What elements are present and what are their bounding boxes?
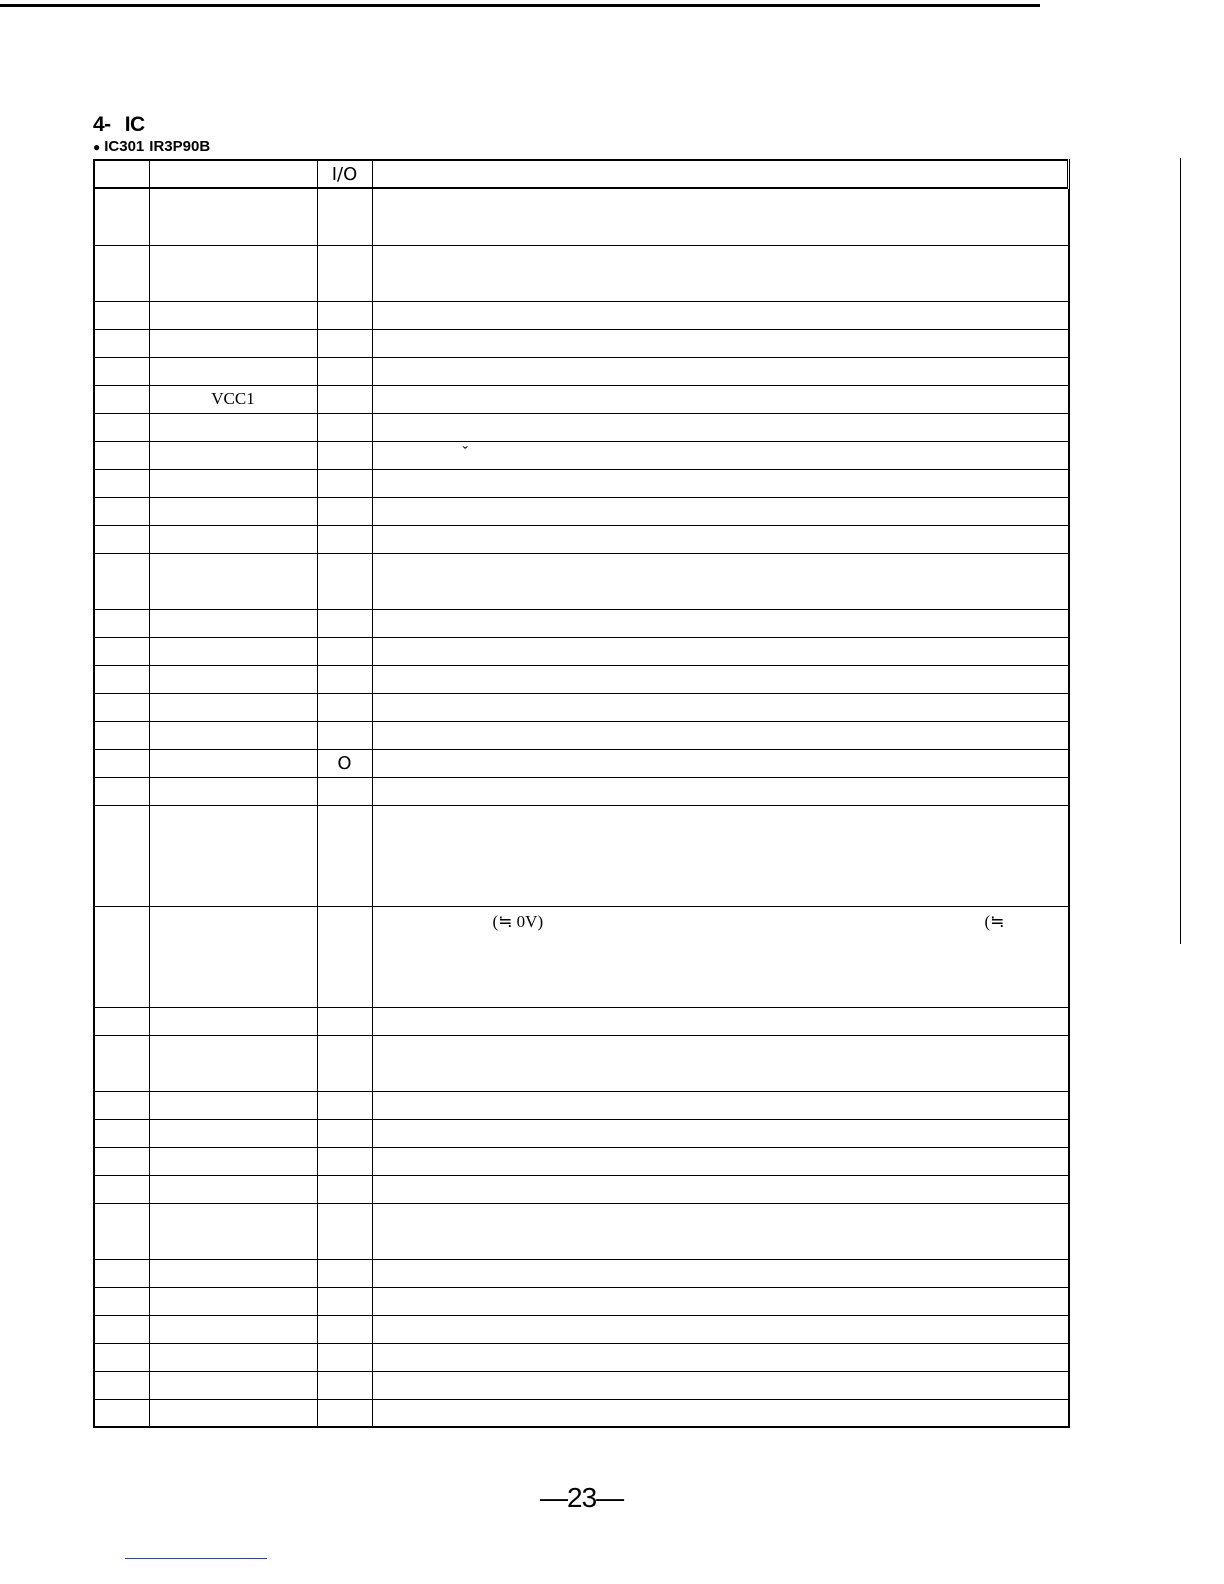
- pin-io-cell: [317, 385, 372, 413]
- pin-cell: [94, 1007, 149, 1035]
- pin-cell: [94, 329, 149, 357]
- pin-name-cell: [149, 1035, 317, 1091]
- pin-cell: [94, 637, 149, 665]
- pin-description-cell: [372, 357, 1069, 385]
- pin-cell: [94, 1399, 149, 1427]
- pin-io-cell: [317, 188, 372, 245]
- ic-reference: IC301: [104, 138, 145, 155]
- pin-io-cell: [317, 1315, 372, 1343]
- pin-name-cell: [149, 906, 317, 1007]
- pin-description-cell: [372, 637, 1069, 665]
- table-row: [94, 1119, 1069, 1147]
- pin-io-cell: [317, 1259, 372, 1287]
- pin-description-cell: [372, 385, 1069, 413]
- ic-part-number: IR3P90B: [149, 138, 211, 155]
- pin-io-cell: [317, 1399, 372, 1427]
- pin-cell: [94, 721, 149, 749]
- table-row: [94, 721, 1069, 749]
- table-row: [94, 777, 1069, 805]
- pin-description-cell: [372, 1315, 1069, 1343]
- table-row: [94, 1203, 1069, 1259]
- pin-io-cell: [317, 441, 372, 469]
- pin-description-cell: [372, 665, 1069, 693]
- pin-io-cell: [317, 553, 372, 609]
- pin-io-cell: [317, 357, 372, 385]
- pin-description-cell: [372, 1371, 1069, 1399]
- table-row: [94, 413, 1069, 441]
- table-row: [94, 1343, 1069, 1371]
- pin-description-cell: [372, 609, 1069, 637]
- pin-name-cell: [149, 525, 317, 553]
- page-number: —23—: [540, 1482, 624, 1513]
- pin-name-cell: [149, 469, 317, 497]
- pin-cell: [94, 413, 149, 441]
- pin-name-cell: [149, 1315, 317, 1343]
- header-io: I/O: [317, 160, 372, 188]
- pin-io-cell: [317, 497, 372, 525]
- pin-cell: [94, 749, 149, 777]
- pin-description-cell: [372, 245, 1069, 301]
- pin-description-cell: [372, 525, 1069, 553]
- table-row: [94, 329, 1069, 357]
- header-pin: [94, 160, 149, 188]
- approx-voltage-right: (≒: [984, 911, 1005, 931]
- pin-io-cell: [317, 469, 372, 497]
- pin-cell: [94, 906, 149, 1007]
- pin-io-cell: [317, 1175, 372, 1203]
- pin-cell: [94, 245, 149, 301]
- pin-io-cell: [317, 1091, 372, 1119]
- pin-description-cell: [372, 805, 1069, 906]
- pin-name-cell: [149, 805, 317, 906]
- header-name: [149, 160, 317, 188]
- pin-name-cell: [149, 637, 317, 665]
- pin-name-cell: [149, 609, 317, 637]
- pin-name-cell: [149, 357, 317, 385]
- pin-cell: [94, 1315, 149, 1343]
- ic-label: [93, 137, 210, 157]
- pin-name-cell: [149, 245, 317, 301]
- pin-description-cell: [372, 301, 1069, 329]
- pin-cell: [94, 385, 149, 413]
- pin-io-cell: [317, 1287, 372, 1315]
- pin-cell: [94, 553, 149, 609]
- pin-cell: [94, 1371, 149, 1399]
- pin-name-cell: [149, 497, 317, 525]
- table-row: [94, 553, 1069, 609]
- bullet-icon: ●: [93, 140, 101, 154]
- pin-description-cell: [372, 188, 1069, 245]
- pin-name-cell: [149, 1091, 317, 1119]
- pin-cell: [94, 1119, 149, 1147]
- pin-name-cell: [149, 693, 317, 721]
- pin-name-cell: [149, 1147, 317, 1175]
- side-rule: [1180, 158, 1181, 944]
- pin-name-cell: [149, 553, 317, 609]
- section-heading: [93, 112, 145, 138]
- pin-io-cell: [317, 777, 372, 805]
- pin-name-cell: [149, 1259, 317, 1287]
- pin-io-cell: [317, 1035, 372, 1091]
- pin-cell: [94, 469, 149, 497]
- pin-description-cell: [372, 693, 1069, 721]
- pin-name-cell: [149, 1203, 317, 1259]
- pin-io-cell: [317, 665, 372, 693]
- pin-name-cell: [149, 1175, 317, 1203]
- pin-cell: [94, 609, 149, 637]
- table-row: [94, 1399, 1069, 1427]
- pin-cell: [94, 357, 149, 385]
- pin-io-cell: [317, 1203, 372, 1259]
- table-row: [94, 1287, 1069, 1315]
- pin-io-cell: [317, 1147, 372, 1175]
- pin-description-cell: [372, 553, 1069, 609]
- table-row: [94, 385, 1069, 413]
- pin-name-cell: [149, 1343, 317, 1371]
- pin-description-cell: [372, 441, 1069, 469]
- pin-cell: [94, 1175, 149, 1203]
- pin-description-cell: [372, 497, 1069, 525]
- pin-cell: [94, 301, 149, 329]
- table-row: [94, 665, 1069, 693]
- pin-io-cell: [317, 1371, 372, 1399]
- pin-description-cell: [372, 329, 1069, 357]
- pin-cell: [94, 1147, 149, 1175]
- pin-name-cell: [149, 1371, 317, 1399]
- table-row: [94, 1371, 1069, 1399]
- pin-description-cell: [372, 1343, 1069, 1371]
- table-row: [94, 906, 1069, 1007]
- pin-cell: [94, 188, 149, 245]
- pin-description-cell: [372, 777, 1069, 805]
- table-row: [94, 525, 1069, 553]
- pin-description-cell: [372, 1035, 1069, 1091]
- pin-cell: [94, 525, 149, 553]
- table-row: [94, 357, 1069, 385]
- table-row: [94, 637, 1069, 665]
- pin-io-cell: [317, 413, 372, 441]
- pin-io-cell: [317, 301, 372, 329]
- pin-description-cell: [372, 1091, 1069, 1119]
- pin-io-cell: [317, 1119, 372, 1147]
- pin-description-cell: [372, 721, 1069, 749]
- pin-io-cell: [317, 637, 372, 665]
- pin-io-cell: O: [317, 749, 372, 777]
- pin-description-cell: [372, 1175, 1069, 1203]
- pin-cell: [94, 1203, 149, 1259]
- pin-cell: [94, 441, 149, 469]
- pin-io-cell: [317, 1007, 372, 1035]
- pin-io-cell: [317, 525, 372, 553]
- pin-io-cell: [317, 1343, 372, 1371]
- table-row: [94, 1007, 1069, 1035]
- pin-io-cell: [317, 245, 372, 301]
- pin-cell: [94, 1035, 149, 1091]
- pin-io-cell: [317, 329, 372, 357]
- pin-name-cell: [149, 301, 317, 329]
- table-row: [94, 1175, 1069, 1203]
- pin-function-table: [93, 159, 1070, 1428]
- table-row: [94, 1147, 1069, 1175]
- bottom-rule: [125, 1558, 267, 1559]
- table-row: [94, 749, 1069, 777]
- pin-name-cell: [149, 1399, 317, 1427]
- pin-description-cell: [372, 1147, 1069, 1175]
- table-row: [94, 497, 1069, 525]
- table-row: [94, 1315, 1069, 1343]
- table-body: [94, 188, 1069, 1427]
- table-row: [94, 1035, 1069, 1091]
- description-mark: ˇ: [462, 443, 468, 461]
- pin-description-cell: [372, 749, 1069, 777]
- pin-cell: [94, 1343, 149, 1371]
- pin-description-cell: [372, 1119, 1069, 1147]
- pin-description-cell: [372, 1259, 1069, 1287]
- pin-description-cell: [372, 1203, 1069, 1259]
- pin-name-cell: [149, 1119, 317, 1147]
- table-row: [94, 188, 1069, 245]
- pin-name-cell: [149, 749, 317, 777]
- pin-cell: [94, 497, 149, 525]
- pin-io-cell: [317, 906, 372, 1007]
- pin-io-cell: [317, 721, 372, 749]
- pin-io-cell: [317, 609, 372, 637]
- pin-cell: [94, 665, 149, 693]
- pin-name-cell: [149, 665, 317, 693]
- pin-name-cell: VCC1: [149, 385, 317, 413]
- table-row: [94, 693, 1069, 721]
- pin-name-cell: [149, 1007, 317, 1035]
- table-row: [94, 805, 1069, 906]
- pin-name-cell: [149, 329, 317, 357]
- table-row: [94, 1259, 1069, 1287]
- pin-cell: [94, 1091, 149, 1119]
- table-row: [94, 301, 1069, 329]
- pin-description-cell: [372, 906, 1069, 1007]
- table-row: [94, 245, 1069, 301]
- table-row: [94, 469, 1069, 497]
- pin-cell: [94, 693, 149, 721]
- header-description: [372, 160, 1069, 188]
- pin-description-cell: [372, 1287, 1069, 1315]
- table-row: [94, 609, 1069, 637]
- pin-name-cell: [149, 777, 317, 805]
- pin-description-cell: [372, 469, 1069, 497]
- pin-cell: [94, 1259, 149, 1287]
- pin-name-cell: [149, 721, 317, 749]
- table-row: [94, 441, 1069, 469]
- pin-name-cell: [149, 413, 317, 441]
- section-title: IC: [124, 113, 145, 136]
- pin-cell: [94, 1287, 149, 1315]
- pin-name-cell: [149, 1287, 317, 1315]
- table-header-row: [94, 160, 1069, 188]
- table-row: [94, 1091, 1069, 1119]
- pin-name-cell: [149, 441, 317, 469]
- pin-io-cell: [317, 693, 372, 721]
- pin-description-cell: [372, 1399, 1069, 1427]
- pin-cell: [94, 777, 149, 805]
- pin-description-cell: [372, 413, 1069, 441]
- pin-description-cell: [372, 1007, 1069, 1035]
- pin-cell: [94, 805, 149, 906]
- approx-voltage-left: (≒ 0V): [492, 911, 544, 931]
- section-number: 4-: [93, 113, 111, 136]
- pin-io-cell: [317, 805, 372, 906]
- top-rule: [0, 4, 1040, 7]
- pin-name-cell: [149, 188, 317, 245]
